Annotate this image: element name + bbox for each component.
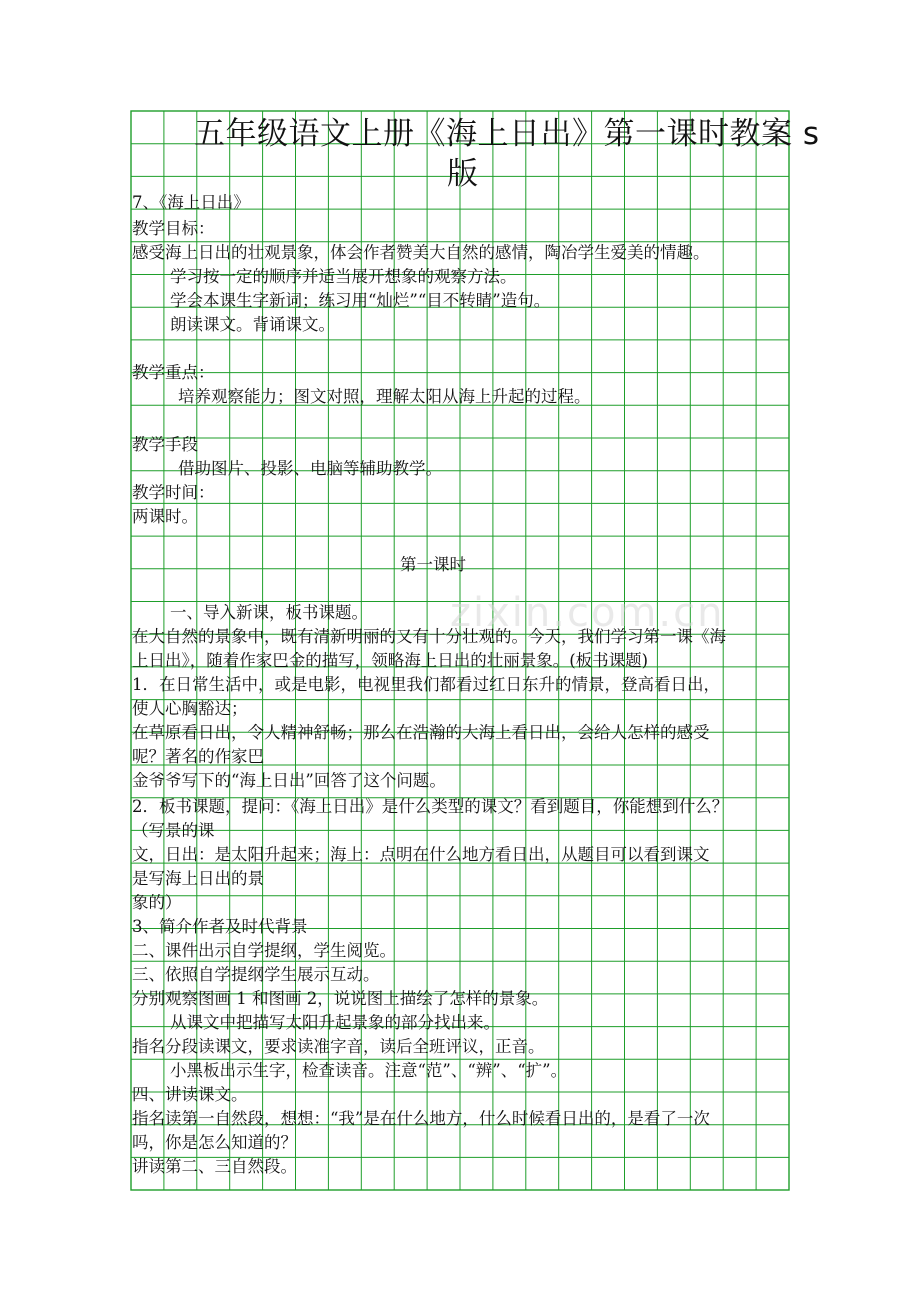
body-line: 在草原看日出，令人精神舒畅；那么在浩瀚的大海上看日出，会给人怎样的感受 [132,723,710,742]
body-line: 在大自然的景象中，既有清新明丽的又有十分壮观的。今天，我们学习第一课《海 [132,627,726,646]
document-title-line1: 五年级语文上册《海上日出》第一课时教案 s [194,116,820,152]
time-line: 两课时。 [132,507,198,526]
body-line: 是写海上日出的景 [132,869,264,888]
step-line: 二、课件出示自学提纲，学生阅览。 [132,941,396,960]
body-line: 分别观察图画 1 和图画 2，说说图上描绘了怎样的景象。 [132,989,549,1008]
means-line: 借助图片、投影、电脑等辅助教学。 [178,459,442,478]
watermark: zixin.com.cn [450,590,725,636]
step-line: 三、依照自学提纲学生展示互动。 [132,965,380,984]
body-line: 3、简介作者及时代背景 [132,917,308,936]
body-line: 指名读第一自然段，想想：“我”是在什么地方，什么时候看日出的，是看了一次 [132,1109,710,1128]
body-line: 金爷爷写下的“海上日出”回答了这个问题。 [132,771,446,790]
section-label-objectives: 教学目标： [132,219,215,238]
body-line: 呢？著名的作家巴 [132,747,264,766]
step-line: 四、讲读课文。 [132,1085,248,1104]
section-label-focus: 教学重点： [132,363,215,382]
section-label-time: 教学时间： [132,483,215,502]
document-title-line2: 版 [447,156,479,192]
step-line: 一、导入新课，板书课题。 [170,603,368,622]
period-heading: 第一课时 [400,555,466,574]
body-line: 小黑板出示生字，检查读音。注意“范”、“辨”、“扩”。 [170,1061,568,1080]
body-line: 象的） [132,893,182,912]
body-line: 使人心胸豁达； [132,699,248,718]
body-line: 1．在日常生活中，或是电影，电视里我们都看过红日东升的情景，登高看日出， [132,675,720,694]
body-line: 2．板书课题，提问：《海上日出》是什么类型的课文？看到题目，你能想到什么？ [132,797,729,816]
body-line: 从课文中把描写太阳升起景象的部分找出来。 [170,1013,500,1032]
body-line: 文，日出：是太阳升起来；海上：点明在什么地方看日出，从题目可以看到课文 [132,845,710,864]
body-line: 讲读第二、三自然段。 [132,1157,297,1176]
objective-line: 感受海上日出的壮观景象，体会作者赞美大自然的感情，陶冶学生爱美的情趣。 [132,243,710,262]
body-line: 上日出》，随着作家巴金的描写，领略海上日出的壮丽景象。(板书课题) [132,651,649,670]
body-line: 指名分段读课文，要求读准字音，读后全班评议，正音。 [132,1037,545,1056]
body-line: 吗，你是怎么知道的？ [132,1133,297,1152]
objective-line: 学会本课生字新词；练习用“灿烂”“目不转睛”造句。 [170,291,551,310]
focus-line: 培养观察能力；图文对照，理解太阳从海上升起的过程。 [178,387,591,406]
objective-line: 学习按一定的顺序并适当展开想象的观察方法。 [170,267,517,286]
objective-line: 朗读课文。背诵课文。 [170,315,335,334]
section-label-means: 教学手段 [132,435,198,454]
lesson-heading: 7、《海上日出》 [132,193,250,212]
body-line: （写景的课 [132,821,215,840]
